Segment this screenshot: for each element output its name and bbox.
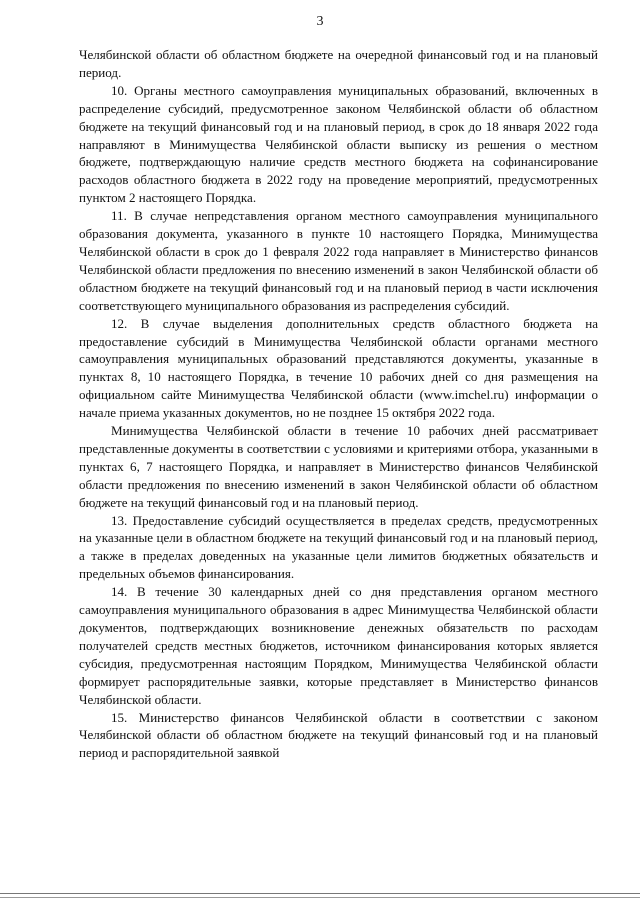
paragraph-11: 11. В случае непредставления органом местного самоуправления муниципального образования документа, указанного в пункте 10 настоящего Порядка, Минимущества Челябинской области в срок до 1 февраля 2022 года направляет в Министерство финансов Челябинской области предложения по внесению изменений в закон Челябинской области об областном бюджете на текущий финансовый год и на плановый период в части исключения соответствующего муниципального образования из распределения субсидий. bbox=[79, 208, 598, 313]
paragraph-12-continued: Минимущества Челябинской области в течение 10 рабочих дней рассматривает представленные документы в соответствии с условиями и критериями отбора, указанными в пунктах 6, 7 настоящего Порядка, и направляет в Министерство финансов Челябинской области предложения по внесению изменений в закон Челябинской области об областном бюджете на текущий финансовый год и на плановый период. bbox=[79, 423, 598, 510]
paragraph-13: 13. Предоставление субсидий осуществляется в пределах средств, предусмотренных на указанные цели в областном бюджете на текущий финансовый год и на плановый период, а также в пределах доведенных на указанные цели лимитов бюджетных обязательств и предельных объемов финансирования. bbox=[79, 512, 598, 582]
paragraph-12: 12. В случае выделения дополнительных средств областного бюджета на предоставление субсидий в Минимущества Челябинской области органами местного самоуправления муниципальных образований представляются документы, указанные в пунктах 8, 10 настоящего Порядка, в течение 10 рабочих дней со дня размещения на официальном сайте Минимущества Челябинской области (www.imchel.ru) информации о начале приема указанных документов, но не позднее 15 октября 2022 года. bbox=[79, 315, 598, 421]
bottom-rule-secondary bbox=[0, 897, 640, 898]
page-number: 3 bbox=[316, 14, 324, 29]
bottom-rule bbox=[0, 893, 640, 894]
paragraph-10: 10. Органы местного самоуправления муниципальных образований, включенных в распределение субсидий, предусмотренное законом Челябинской области об областном бюджете на текущий финансовый год и на плановый период, в срок до 18 января 2022 года направляют в Минимущества Челябинской области выписку из решения о местном бюджете, подтверждающую наличие средств местного бюджета на софинансирование расходов областного бюджета в 2022 году на проведение мероприятий, предусмотренных пунктом 2 настоящего Порядка. bbox=[79, 82, 598, 206]
paragraph-15: 15. Министерство финансов Челябинской области в соответствии с законом Челябинской области об областном бюджете на текущий финансовый год и на плановый период и распорядительной заявкой bbox=[79, 709, 598, 761]
paragraph-14: 14. В течение 30 календарных дней со дня представления органом местного самоуправления муниципального образования в адрес Минимущества Челябинской области документов, подтверждающих возникновение денежных обязательств по расходам получателей средств местных бюджетов, источником финансирования которых является субсидия, предусмотренная настоящим Порядком, Минимущества Челябинской области формирует распорядительные заявки, которые представляет в Министерство финансов Челябинской области. bbox=[79, 584, 598, 707]
document-body bbox=[79, 46, 598, 762]
paragraph-continuation: Челябинской области об областном бюджете на очередной финансовый год и на плановый период. bbox=[79, 47, 598, 80]
